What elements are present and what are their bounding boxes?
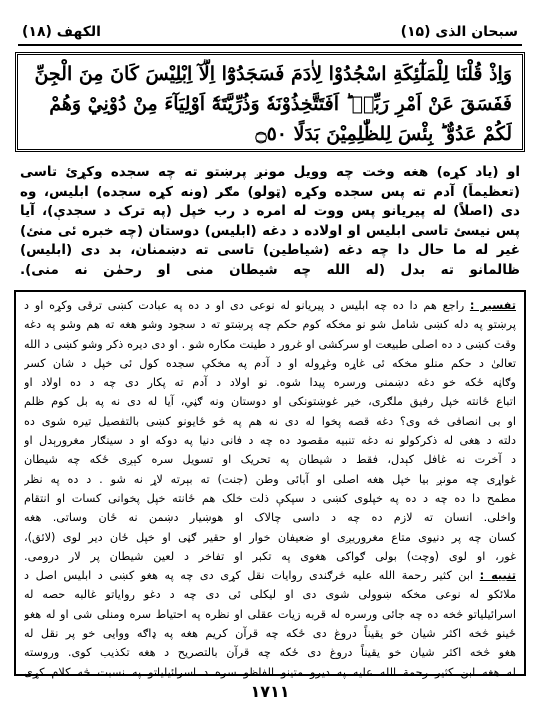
- tafsir-text: ابن کثیر رحمة الله علیه څرګندی روایات نقل کړی دی چه په هغو کښی د ابلیس اصل د: [24, 569, 480, 583]
- tafsir-text: راجع هم دا ده چه ابلیس د پیریانو له نوعی دی او د ده په عبادت کښی ترقی وکړه او د: [24, 299, 470, 312]
- tafsir-line: [24, 296, 516, 315]
- page-number: ۱۷۱۱: [250, 682, 290, 701]
- surah-name-label: الکهف (۱۸): [22, 24, 101, 40]
- tafsir-line: واخلی. انسان ته لازم ده چه د داسی چالاک او هوښیار دښمن نه ځان وساتی. هغه: [24, 511, 516, 525]
- tafsir-line: تعالیٰ د حکم منلو مخکه ئی غاړه وغړوله او د آدم په مخکې سجده کول ئی خپل د شان کسر: [24, 356, 516, 370]
- tafsir-line: اتباع ځانته خپل رفیق ملګری، خیر غوښتونکی او دوستان ونه ګڼي، آیا له دی نه په بل کوم ظلم: [24, 395, 516, 409]
- translation-line: دی (اصلاً) له پیریانو پس ووت له امره د رب خپل (په ترک د سجدې)، آیا: [20, 203, 520, 220]
- tafsir-line: وقت کښی د ده اصلی طبیعت او سرکشی او غرور د طینت مکاره شو . او دی دیره ذکر وشو کښی د الله: [24, 337, 516, 351]
- translation-line: غیر له ما حال دا چه دغه (شیاطین) تاسی ته دښمنان، بد دی (ابلیس): [20, 242, 520, 259]
- tanbih-label: تنبیه :: [479, 569, 516, 583]
- tafsir-label: تفسیر :: [469, 299, 516, 312]
- tafsir-line: اسرائیلیاتو څخه ده چه جائی ورسره له قربه زیات عقلی او نظره په احتیاط سره ومنلی شی او له هغو: [24, 607, 516, 621]
- tafsir-line: دلته د هغی له ذکرکولو نه دغه تنبیه مقصود ده چه د فانی دنیا په دوکه او د سینګار مغرورېدل او: [24, 434, 516, 448]
- translation-line: ظالمانو ته بدل (له الله چه شیطان منی او رحمٰن نه منی).: [20, 261, 520, 278]
- translation-block: [20, 163, 520, 283]
- tafsir-line: غواړی چه مونږ بیا خپل هغه اصلی او آبائی وطن (جنت) ته بېرته لاړ نه شو . د ده په نظر: [24, 472, 516, 486]
- verse-line: فَفَسَقَ عَنْ اَمْرِ رَبِّهٖ ؕ اَفَتَتَّخِذُوْنَهٗ وَذُرِّيَّتَهٗٓ اَوْلِيَآءَ مِنْ دُوْنِيْ وَهُمْ: [49, 93, 512, 115]
- quran-verse-box: [15, 52, 525, 152]
- verse-line: وَاِذْ قُلْنَا لِلْمَلٰٓئِكَةِ اسْجُدُوْا لِاٰدَمَ فَسَجَدُوْٓا اِلَّآ اِبْلِيْسَ كَانَ مِنَ الْجِنِّ: [34, 63, 512, 85]
- tafsir-line: ملائکو له نوعی مخکه ښوولی شوی دی او لیکلی ئی دی چه د دغو روایاتو غالبه حصه له: [24, 588, 516, 602]
- surah-juz-label: سبحان الذی (۱۵): [400, 24, 518, 40]
- tafsir-line: کسان چه پر دنیوی متاع مغروریږی او ضعیفان خوار او حقیر ګڼی او خپل ځان دیر لوی (لائق)،: [24, 530, 516, 544]
- tafsir-line: ځینو څخه اکثر شیان خو یقیناً دروغ دی ځکه چه قرآن کریم هغه په ډاګه ووایی خو پر نقل له: [24, 627, 516, 641]
- tafsir-line: له هغه ابن کثیر رحمة الله علیه په دیرو متینو الفاظو سره د اسرائیلیاتو په نسبت څه کلام کړی: [24, 665, 516, 679]
- translation-line: (تعظیماً) آدم ته پس سجده وکړه (ټولو) مګر (ونه کړه سجده) ابلیس، وه: [20, 183, 520, 200]
- tafsir-line: او بی انصافی څه وی؟ دغه قصه پخوا له دی نه هم په څو ځایونو کښی بالتفصیل تیره شوی ده: [24, 414, 516, 428]
- tafsir-line: [24, 566, 516, 585]
- tafsir-line: مطمح دا ده چه د ده په خپلوی کښی د سپکې ذلت خلک هم ځانته خپل پخوانی کسات او انتقام: [24, 491, 516, 505]
- tafsir-line: د آخرت نه غافل کېدل، فقط د شیطان په تحریک او تسویل سره کېږی ځکه چه شیطان: [24, 453, 516, 467]
- tafsir-line: غور، او لوی (وچت) بولی ګواکی هغوی په تکبر او تفاخر د لعین شیطان پر لار درومی.: [24, 549, 516, 563]
- translation-line: پس نیسئ تاسی ابلیس او اولاده د دغه (ابلیس) دوستان (چه خبره ئی منئ): [20, 222, 520, 239]
- tafsir-line: هغو څخه اکثر شیان خو یقیناً دروغ دی ځکه چه قرآن بالتصریح د هغه تکذیب کوی. وروسته: [24, 646, 516, 660]
- verse-line: لَكُمْ عَدُوٌّ ؕ بِئْسَ لِلظّٰلِمِيْنَ بَدَلًا ۝٥٠: [255, 123, 512, 145]
- tafsir-line: وګاڼه ځکه خو دغه دښمنی ورسره پیدا شوه. نو اولاد د آدم ته پکار دی چه د ده اولاد او: [24, 376, 516, 390]
- tafsir-line: پرښتو په دله کښی شامل شو نو مخکه کوم حکم چه پرښتو ته د سجود وشو هغه ته هم وشو په دغه: [24, 318, 516, 332]
- translation-line: او (یاد کړه) هغه وخت چه وویل مونږ پرښتو ته چه سجده وکړئ تاسی: [20, 164, 520, 180]
- tafsir-box: [14, 290, 526, 679]
- page-header: [18, 22, 522, 46]
